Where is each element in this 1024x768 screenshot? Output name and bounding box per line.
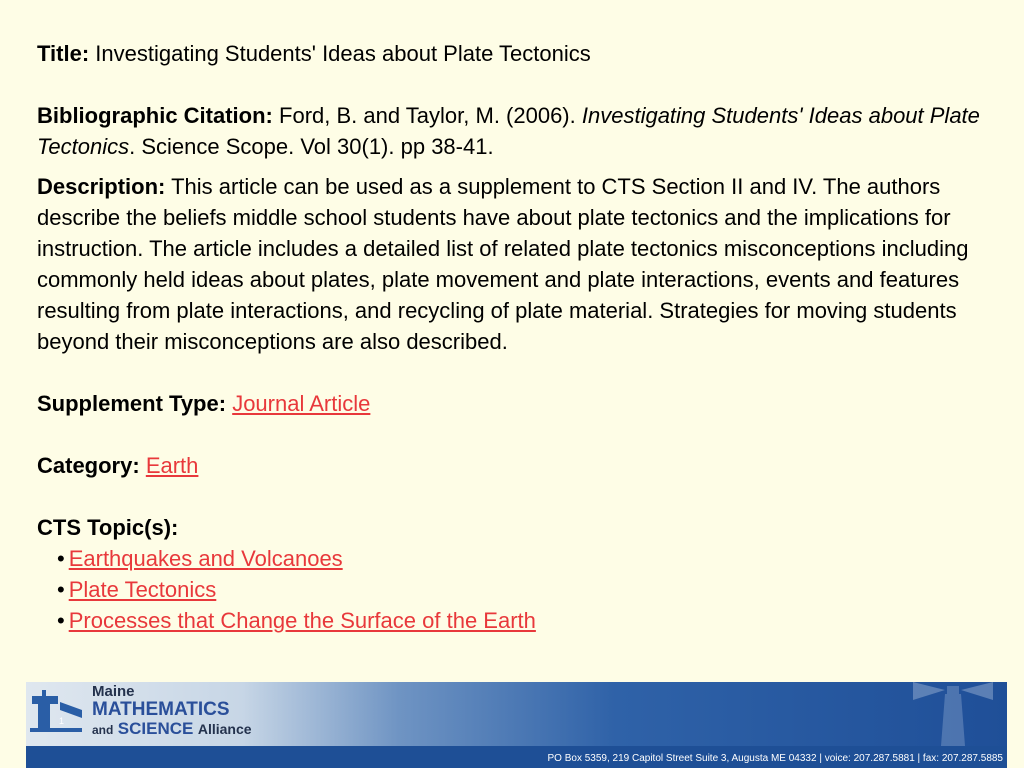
title-line <box>37 38 987 69</box>
svg-text:1: 1 <box>59 716 65 726</box>
alliance-logo <box>92 684 252 738</box>
logo-alliance: Alliance <box>197 721 252 737</box>
citation-line <box>37 100 987 162</box>
logo-maine: Maine <box>92 683 135 700</box>
cts-topics-label: CTS Topic(s): <box>37 515 179 540</box>
description-label: Description: <box>37 174 166 199</box>
category-label: Category: <box>37 453 140 478</box>
footer-banner <box>26 682 1007 768</box>
bullet-icon: • <box>57 546 65 571</box>
description-paragraph <box>37 171 987 357</box>
cts-topics-list <box>37 543 987 636</box>
topic-link-earthquakes-volcanoes[interactable]: Earthquakes and Volcanoes <box>68 546 343 571</box>
bullet-icon: • <box>57 608 65 633</box>
cts-topics-heading <box>37 512 987 543</box>
citation-label: Bibliographic Citation: <box>37 103 273 128</box>
lighthouse-watermark-icon <box>913 682 993 752</box>
supplement-type-label: Supplement Type: <box>37 391 227 416</box>
logo-science: SCIENCE <box>117 719 194 738</box>
title-label: Title: <box>37 41 90 66</box>
logo-and: and <box>92 723 114 737</box>
description-text: This article can be used as a supplement to CTS Section II and IV. The authors describe the beliefs middle school students have about plate tectonics and the implications for instruction. The article includes a detailed list of related plate tectonics misconceptions including commonly held ideas about plates, plate movement and plate interactions, events and features resulting from plate interactions, and recycling of plate material. Strategies for moving students beyond their misconceptions are also described. <box>37 174 969 354</box>
supplement-type-line <box>37 388 987 419</box>
citation-authors: Ford, B. and Taylor, M. (2006). <box>279 103 576 128</box>
resource-record <box>37 38 987 636</box>
logo-mathematics: MATHEMATICS <box>92 699 230 720</box>
lighthouse-logo-icon <box>28 688 84 734</box>
supplement-type-link[interactable]: Journal Article <box>232 391 371 416</box>
list-item <box>37 543 987 574</box>
list-item <box>37 574 987 605</box>
bullet-icon: • <box>57 577 65 602</box>
title-text: Investigating Students' Ideas about Plate Tectonics <box>95 41 591 66</box>
citation-work-title: Investigating Students' Ideas about Plate Tectonics <box>37 103 980 159</box>
topic-link-processes-surface[interactable]: Processes that Change the Surface of the Earth <box>68 608 536 633</box>
list-item <box>37 605 987 636</box>
category-line <box>37 450 987 481</box>
footer-strip <box>26 746 1007 768</box>
footer-address: PO Box 5359, 219 Capitol Street Suite 3, Augusta ME 04332 | voice: 207.287.5881 | fax: 207.287.5885 <box>547 753 1003 764</box>
citation-source: . Science Scope. Vol 30(1). pp 38-41. <box>129 134 494 159</box>
category-link[interactable]: Earth <box>145 453 199 478</box>
topic-link-plate-tectonics[interactable]: Plate Tectonics <box>68 577 217 602</box>
